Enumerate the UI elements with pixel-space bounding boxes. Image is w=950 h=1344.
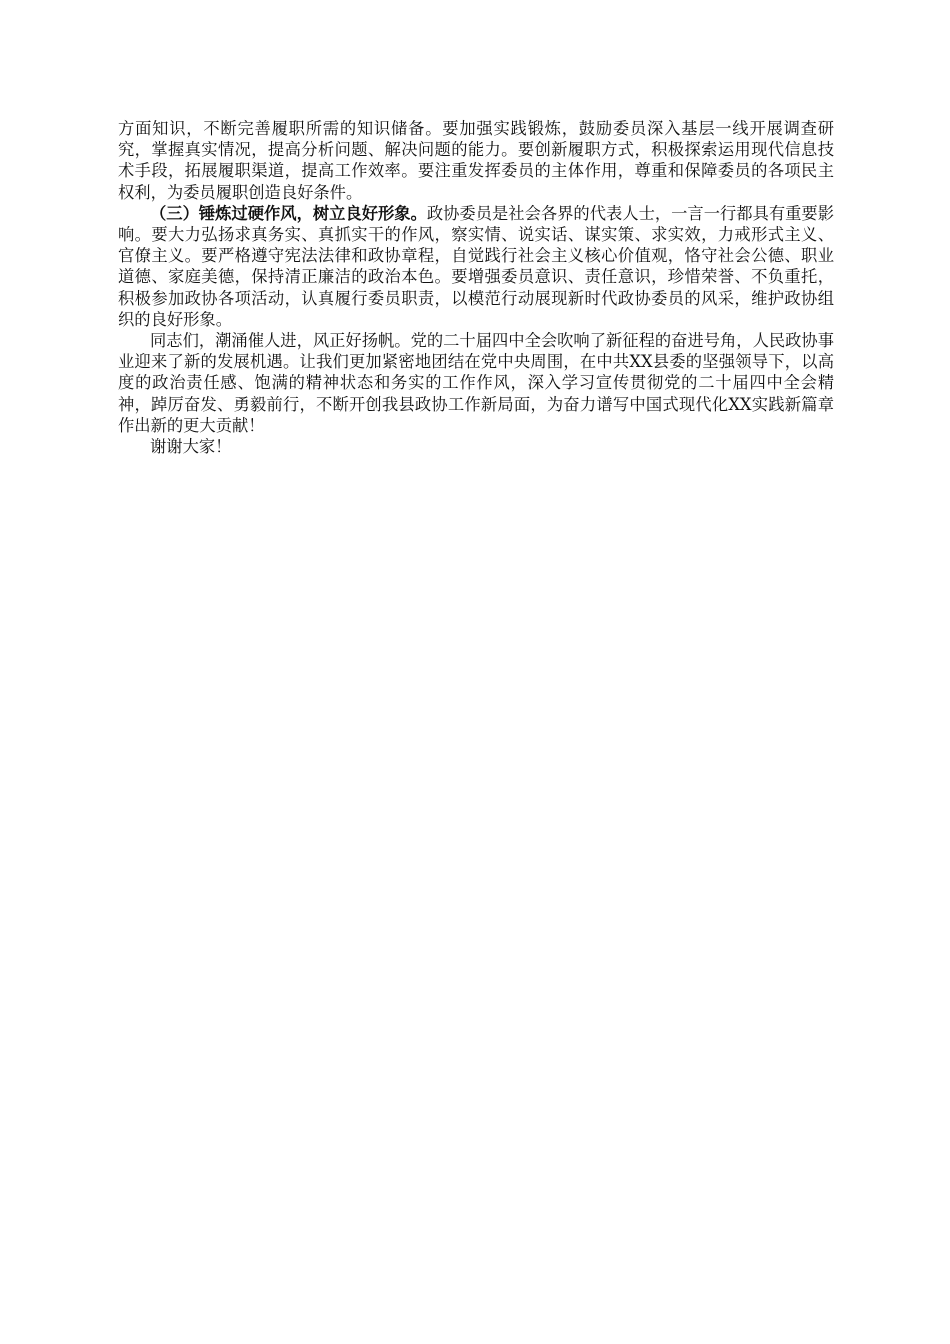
paragraph-text: 谢谢大家！ xyxy=(150,437,232,457)
paragraph-closing-call xyxy=(118,330,834,436)
document-body xyxy=(118,118,834,457)
paragraph-style-image xyxy=(118,203,834,330)
paragraph-thanks xyxy=(118,436,834,457)
paragraph-text: 同志们，潮涌催人进，风正好扬帆。党的二十届四中全会吹响了新征程的奋进号角，人民政协事业迎来了新的发展机遇。让我们更加紧密地团结在党中央周围，在中共XX县委的坚强领导下，以高度的政治责任感、饱满的精神状态和务实的工作作风，深入学习宣传贯彻党的二十届四中全会精神，踔厉奋发、勇毅前行，不断开创我县政协工作新局面，为奋力谱写中国式现代化XX实践新篇章作出新的更大贡献！ xyxy=(118,331,834,435)
paragraph-knowledge-continued xyxy=(118,118,834,203)
section-heading: （三）锤炼过硬作风，树立良好形象。 xyxy=(150,203,427,223)
paragraph-text: 政协委员是社会各界的代表人士，一言一行都具有重要影响。要大力弘扬求真务实、真抓实干的作风，察实情、说实话、谋实策、求实效，力戒形式主义、官僚主义。要严格遵守宪法法律和政协章程，自觉践行社会主义核心价值观，恪守社会公德、职业道德、家庭美德，保持清正廉洁的政治本色。要增强委员意识、责任意识，珍惜荣誉、不负重托，积极参加政协各项活动，认真履行委员职责，以模范行动展现新时代政协委员的风采，维护政协组织的良好形象。 xyxy=(118,203,834,329)
paragraph-text: 方面知识，不断完善履职所需的知识储备。要加强实践锻炼，鼓励委员深入基层一线开展调查研究，掌握真实情况，提高分析问题、解决问题的能力。要创新履职方式，积极探索运用现代信息技术手段，拓展履职渠道，提高工作效率。要注重发挥委员的主体作用，尊重和保障委员的各项民主权利，为委员履职创造良好条件。 xyxy=(118,119,834,202)
